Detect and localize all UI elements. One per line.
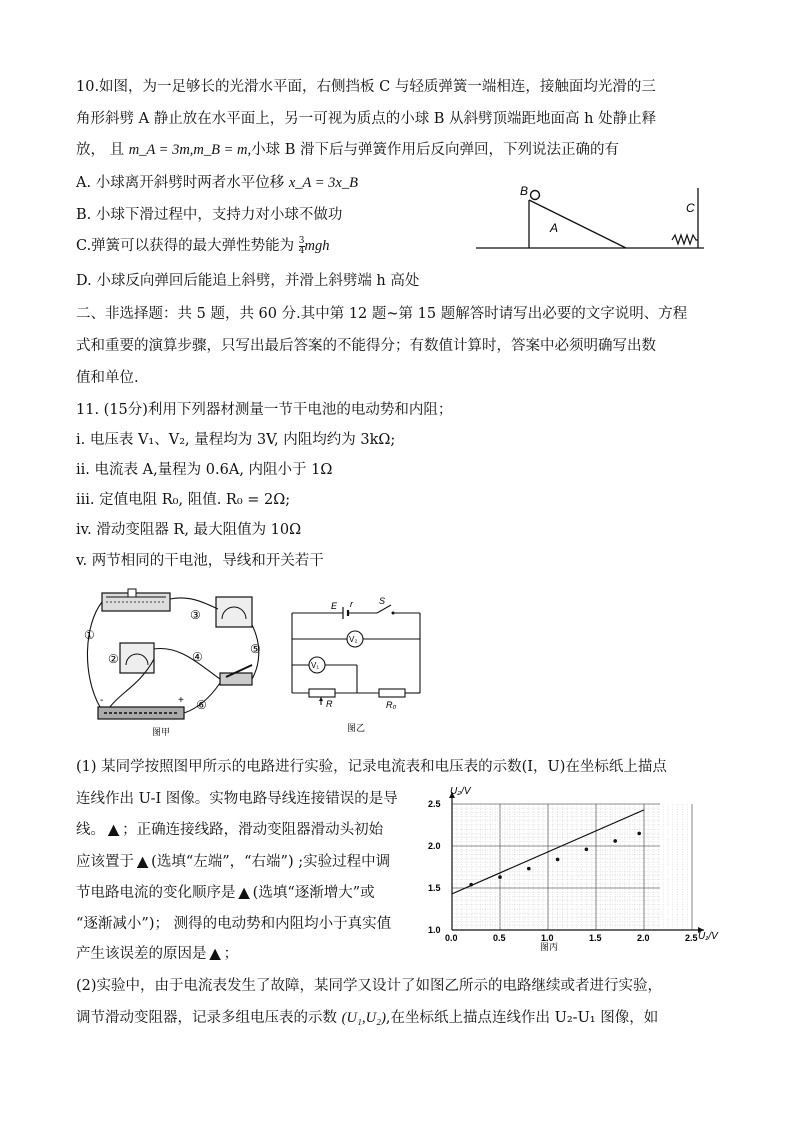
label-r-rheostat: R [326,699,333,709]
data-point [527,867,531,871]
pole-minus: - [100,695,104,706]
x-tick-label: 2.5 [685,933,698,943]
label-r: r [350,599,353,609]
label-b: B [520,184,529,198]
q10-stem-line3: 放， 且 m_A = 3m,m_B = m,小球 B 滑下后与弹簧作用后反向弹回，下列说法正确的有 [76,142,620,158]
p1-line1: (1) 某同学按照图甲所示的电路进行实验，记录电流表和电压表的示数(I，U)在坐标纸上描点 [76,759,667,775]
p1-line5: 节电路电流的变化顺序是 ▲ (选填“逐渐增大”或 [76,884,375,901]
chart-bing [422,782,732,952]
answer-blank: ▲ [209,945,221,962]
equipment-item: iii. 定值电阻 R₀, 阻值. R₀ = 2Ω; [76,492,291,508]
option-a-equation: x_A = 3x_B [288,175,358,191]
wire-1 [87,602,102,707]
fraction: $\frac{3}{4}$ [298,235,305,256]
chart-grid [452,804,692,930]
section2-line3: 值和单位. [76,370,139,386]
chart-xlabel: U₁/V [698,931,718,942]
spring [672,235,698,244]
equipment-item: iv. 滑动变阻器 R, 最大阻值为 10Ω [76,522,302,538]
section2-line1: 二、非选择题：共 5 题，共 60 分.其中第 12 题~第 15 题解答时请写出必要的文字说明、方程 [76,306,688,322]
p1-line3: 线。 ▲ ；正确连接线路，滑动变阻器滑动头初始 [76,821,384,838]
q10-stem-line1: 10.如图，为一足够长的光滑水平面，右侧挡板 C 与轻质弹簧一端相连，接触面均光滑的三 [76,79,656,95]
label-v1: V₁ [311,661,320,670]
x-tick-label: 1.0 [541,933,554,943]
y-tick-label: 2.0 [428,841,441,851]
wire-label-1: ① [84,628,95,642]
voltmeter-top [216,597,252,627]
wedge-slope [529,200,626,248]
equipment-item: v. 两节相同的干电池，导线和开关若干 [76,553,324,569]
p2-line2: 调节滑动变阻器，记录多组电压表的示数 (U₁,U₂),在坐标纸上描点连线作出 U₂-U₁ 图像，如 [76,1010,659,1026]
q11-title: 11. (15分)利用下列器材测量一节干电池的电动势和内阻； [76,402,453,418]
q10-option-c: C.弹簧可以获得的最大弹性势能为 $\frac{3}{4}$ mgh [76,235,330,256]
chart-axes [449,792,704,933]
equipment-item: ii. 电流表 A,量程为 0.6A, 内阻小于 1Ω [76,462,333,478]
data-point [469,883,473,887]
label-r0: R₀ [386,700,397,710]
y-tick-label: 1.5 [428,883,441,893]
switch-s [377,605,391,613]
p1-line4: 应该置于 ▲ (选填“左端”，“右端”) ;实验过程中调 [76,853,391,870]
q10-figure [476,180,706,255]
chart-ylabel: U₂/V [450,786,471,797]
answer-blank: ▲ [108,821,120,838]
answer-blank: ▲ [137,853,149,870]
wire-label-3: ③ [190,608,201,622]
y-tick-label: 2.5 [428,799,441,809]
ammeter [120,643,154,673]
data-point [637,832,641,836]
x-tick-label: 2.0 [637,933,650,943]
label-s: S [379,596,386,606]
q10-option-d: D. 小球反向弹回后能追上斜劈，并滑上斜劈端 h 高处 [76,273,420,289]
wire-label-6: ⑥ [196,698,207,712]
y-tick-label: 1.0 [428,925,441,935]
p1-line6: “逐渐减小”)； 测得的电动势和内阻均小于真实值 [76,916,392,932]
p2-line1: (2)实验中，由于电流表发生了故障，某同学又设计了如图乙所示的电路继续或者进行实验， [76,978,663,994]
rheostat-r [309,689,335,697]
pole-plus: + [178,695,184,706]
answer-blank: ▲ [238,884,250,901]
wire-label-2: ② [108,652,119,666]
wire-label-4: ④ [192,650,203,664]
ball-b [531,191,540,200]
p1-line7: 产生该误差的原因是 ▲ ； [76,945,239,962]
label-c: C [686,201,695,215]
resistor-r0 [379,689,405,697]
data-point [613,839,617,843]
figure-yi [287,595,427,740]
equipment-item: i. 电压表 V₁、V₂, 量程均为 3V, 内阻均约为 3kΩ; [76,432,396,448]
label-e: E [331,601,338,611]
fig-yi-caption: 图乙 [347,723,366,733]
chart-title: 图丙 [540,942,559,952]
fig-jia-caption: 图甲 [152,727,171,737]
data-point [585,848,589,852]
q10-option-a: A. 小球离开斜劈时两者水平位移 x_A = 3x_B [76,175,358,191]
figure-jia [80,585,270,740]
q10-option-b: B. 小球下滑过程中，支持力对小球不做功 [76,207,343,223]
x-tick-label: 0.0 [445,933,458,943]
x-tick-label: 1.5 [589,933,602,943]
label-v2: V₂ [349,635,358,644]
wire-label-5: ⑤ [250,642,261,656]
p1-line2: 连线作出 U-I 图像。实物电路导线连接错误的是导 [76,791,398,807]
data-point [556,858,560,862]
label-a: A [550,221,559,235]
data-point [498,875,502,879]
wire-4 [154,648,220,679]
mass-equation: m_A = 3m,m_B = m, [128,142,252,158]
x-tick-label: 0.5 [493,933,506,943]
q10-stem-line2: 角形斜劈 A 静止放在水平面上，另一可视为质点的小球 B 从斜劈顶端距地面高 h 处静止释 [76,111,657,127]
section2-line2: 式和重要的演算步骤，只写出最后答案的不能得分；有数值计算时，答案中必须明确写出数 [76,338,656,354]
switch [220,673,252,685]
u1-u2-pair: (U₁,U₂) [341,1010,386,1026]
